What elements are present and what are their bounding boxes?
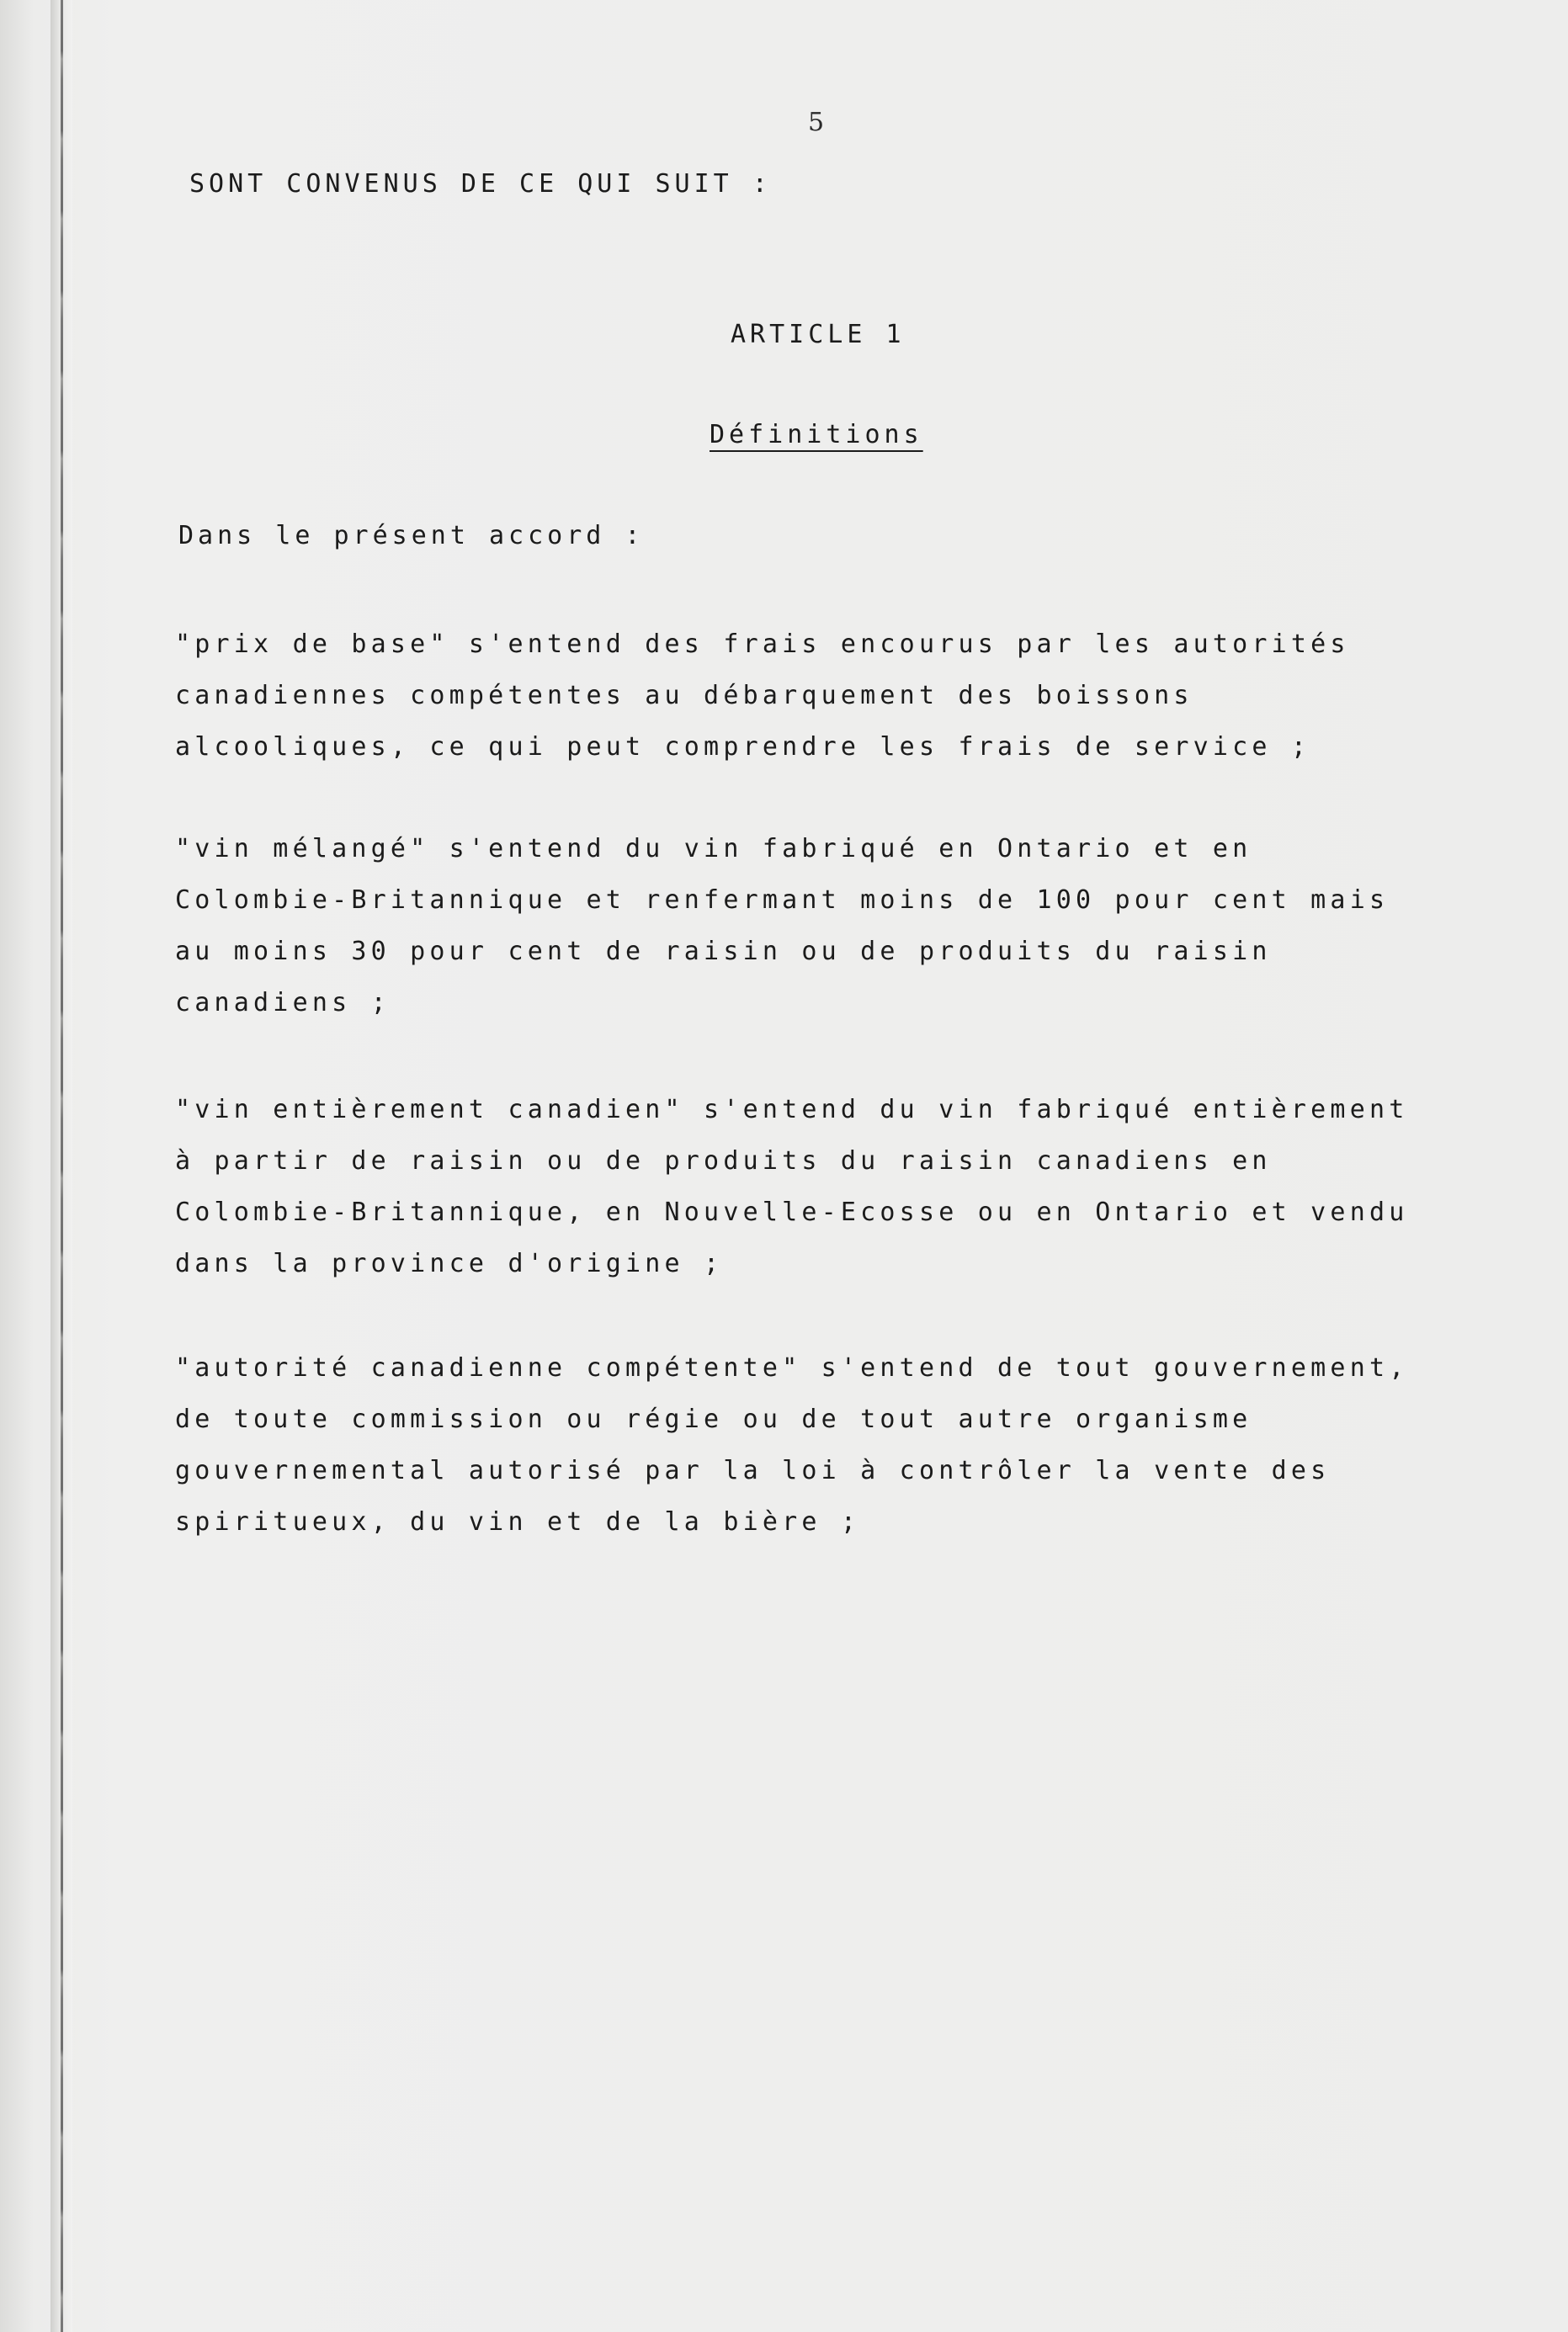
definition-line: "vin mélangé" s'entend du vin fabriqué en Ontario et en	[175, 834, 1252, 863]
definition-blended-wine	[175, 823, 1463, 1028]
definition-line: canadiennes compétentes au débarquement des boissons	[175, 681, 1193, 710]
definition-line: "vin entièrement canadien" s'entend du vin fabriqué entièrement	[175, 1095, 1409, 1124]
definition-line: "prix de base" s'entend des frais encourus par les autorités	[175, 629, 1350, 659]
definition-line: à partir de raisin ou de produits du raisin canadiens en	[175, 1146, 1272, 1176]
definition-line: alcooliques, ce qui peut comprendre les frais de service ;	[175, 732, 1311, 762]
intro-sentence: Dans le présent accord :	[178, 521, 645, 550]
definition-base-price	[175, 619, 1463, 773]
definition-all-canadian-wine	[175, 1084, 1463, 1289]
definition-line: spiritueux, du vin et de la bière ;	[175, 1507, 861, 1537]
definition-line: gouvernemental autorisé par la loi à contrôler la vente des	[175, 1456, 1331, 1485]
definition-line: "autorité canadienne compétente" s'entend de tout gouvernement,	[175, 1353, 1409, 1383]
definition-competent-authority	[175, 1342, 1463, 1548]
definition-line: canadiens ;	[175, 988, 391, 1017]
page-number: 5	[808, 108, 825, 137]
binding-staple-line	[61, 0, 63, 2332]
definition-line: au moins 30 pour cent de raisin ou de produits du raisin	[175, 937, 1272, 966]
article-label: ARTICLE 1	[731, 320, 906, 349]
agreement-heading: SONT CONVENUS DE CE QUI SUIT :	[189, 169, 772, 199]
definition-line: Colombie-Britannique et renfermant moins de 100 pour cent mais	[175, 885, 1390, 915]
section-title: Définitions	[710, 420, 923, 449]
definition-line: dans la province d'origine ;	[175, 1249, 724, 1278]
definition-line: de toute commission ou régie ou de tout autre organisme	[175, 1405, 1252, 1434]
definition-line: Colombie-Britannique, en Nouvelle-Ecosse ou en Ontario et vendu	[175, 1198, 1409, 1227]
